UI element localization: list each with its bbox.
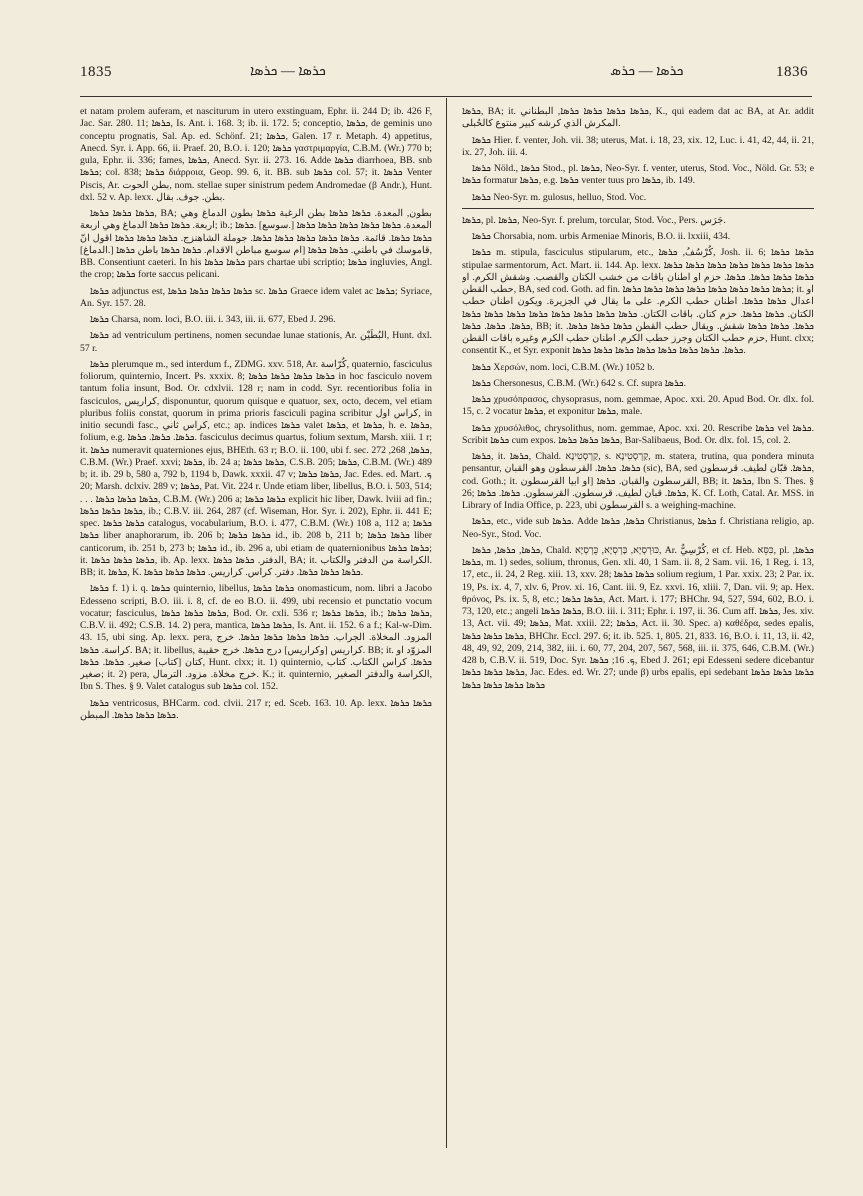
header-rule xyxy=(80,96,812,97)
dictionary-entry: ܟܪܣܐ, BA; it. ܟܪܣܐ ܟܪܣܐ ܟܪܣܐ ܟܪܣܐ, البطناني, K., qui eadem dat ac BA, at Ar. addit المكرش الذي كرشه كبير منتوع كالحُبلى. xyxy=(462,106,814,130)
dictionary-entry: ܟܪܣܐ ad ventriculum pertinens, nomen secundae lunae stationis, Ar. البُطَيْن, Hunt. dxl. 57 r. xyxy=(80,330,432,354)
dictionary-entry: ܟܪܣܐ adjunctus est, ܟܪܣܐ ܟܪܣܐ ܟܪܣܐ ܟܪܣܐ sc. ܟܪܣܐ Graece idem valet ac ܟܪܣܐ; Syriace, An. Syr. 157. 28. xyxy=(80,285,432,309)
dictionary-entry: ܟܪܣܐ, etc., vide sub ܟܪܣܐ. Adde ܟܪܣܐ, ܟܪܣܐ Christianus, ܟܪܣܐ f. Christiana religio, ap. Neo-Syr., Stod. Voc. xyxy=(462,516,814,540)
right-column xyxy=(462,106,814,1148)
dictionary-entry: ܟܪܣܐ ventricosus, BHCarm. cod. clvii. 217 r; ed. Sceb. 163. 10. Ap. lexx. ܟܪܣܐ ܟܪܣܐ ܟܪܣܐ ܟܪܣܐ ܟܪܣܐ. المبطن. xyxy=(80,697,432,721)
right-column-top xyxy=(462,106,814,204)
dictionary-entry: ܟܪܣܐ, ܟܪܣܐ, ܟܪܣܐ, Chald. כּוּרְסְיָא, כָּרְסְיָא, כֻּרְסְיָא, Ar. كُرْسِيٌّ, et cf. Heb. כִּסֵּא, pl. ܟܪܣܐ, ܟܪܣܐ, m. 1) sedes, solium, thronus, Gen. xli. 40, 1 Sam. ii. 8, 2 Sam. vii. 16, 1 Reg. i. 13, 17, etc., ii. 24, 2 Reg. xiii. 13, xxv. 28; ܟܪܣܐ ܟܪܣܐ solium regium, 1 Par. xxix. 23; 2 Par. ix. 19, Ps. ix. 4, 7, xlv. 6, Prov. xi. 16, Cant. iii. 9, Ez. xxvi. 16, xliii. 7, Dan. vii. 9; ap. Hex. θρόνος, Ps. ix. 5, 8, etc.; ܟܪܣܐ ܟܪܣܐ, Act. Mart. i. 177; BHChr. 94, 527, 594, 602, B.O. i. 73, 120, etc.; angeli ܟܪܣܐ ܟܪܣܐ, B.O. iii. i. 311; Ephr. i. 197, ii. 36. Cum aff. ܟܪܣܐ, Jes. xiv. 13, Act. vii. 49; ܟܪܣܐ, Mat. xxiii. 22; ܟܪܣܐ, Act. ii. 30. Spec. a) καθέδρα, sedes epalis, ܟܪܣܐ ܟܪܣܐ ܟܪܣܐ, BHChr. Eccl. 297. 6; it. ib. 525. 1, 805. 21, 833. 16, B.O. i. 11, 13, ii. 42, 48, 49, 92, 209, 214, 382, iii. i. 60, 77, 204, 207, 567, 568, iii. ii. 375, 646, C.B.M. (Wr.) 428 b, C.B.V. ii. 519, Doc. Syr. ܟ. 16; ܟܪܣܐ, Ebed J. 261; epi Edesseni sedere dicebantur ܟܪܣܐ ܟܪܣܐ ܟܪܣܐ, Jac. Edes. ed. Wr. 27; unde β) urbs epalis, epi sedebant ܟܪܣܐ ܟܪܣܐ ܟܪܣܐ ܟܪܣܐ ܟܪܣܐ ܟܪܣܐ ܟܪܣܐ xyxy=(462,544,814,691)
dictionary-entry: ܟܪܣܐ Charsa, nom. loci, B.O. iii. i. 343, iii. ii. 677, Ebed J. 296. xyxy=(90,314,336,325)
dictionary-entry: ܟܪܣܐ χρυσόπρασος, chysoprasus, nom. gemmae, Apoc. xxi. 20. Apud Bod. Or. dlx. fol. 15, c. 2 vocatur ܟܪܣܐ, et exponitur ܟܪܣܐ, male. xyxy=(462,394,814,418)
left-page-number: 1835 xyxy=(80,64,112,80)
right-page-number: 1836 xyxy=(776,64,808,80)
dictionary-entry: ܟܪܣܐ Neo-Syr. m. gulosus, helluo, Stod. Voc. xyxy=(472,191,647,203)
dictionary-entry: ܟܪܣܐ m. stipula, fasciculus stipularum, etc., كُرْسُفُ, ܟܪܣܐ, Josh. ii. 6; ܟܪܣܐ ܟܪܣܐ stipulae sarmentorum, Act. Mart. ii. 144. Ap. lexx. ܟܪܣܐ ܟܪܣܐ ܟܪܣܐ ܟܪܣܐ ܟܪܣܐ ܟܪܣܐ ܟܪܣܐ ܟܪܣܐ ܟܪܣܐ ܟܪܣܐ. ܟܪܣܐ. حزم او اطنان باقات من خشب الكتان والقصب. وشقش الكرم. او حطب القطن, BA, sed cod. Goth. ad fin. ܟܪܣܐ ܟܪܣܐ ܟܪܣܐ ܟܪܣܐ ܟܪܣܐ ܟܪܣܐ ܟܪܣܐ ܟܪܣܐ; it. او اعدال ܟܪܣܐ ܟܪܣܐ. اطنان حطب الكرم. على ما يقال في الجزيرة. ويكون اطنان حطب الكتان. ܟܪܣܐ ܟܪܣܐ. حزم كتان. باقات الكتان. ܟܪܣܐ ܟܪܣܐ ܟܪܣܐ ܟܪܣܐ ܟܪܣܐ ܟܪܣܐ ܟܪܣܐ ܟܪܣܐ ܟܪܣܐ. ܟܪܣܐ. ܟܪܣܐ, BB; it. ܟܪܣܐ. ܟܪܣܐ ܟܪܣܐ شقش. ويقال حطب القطن ܟܪܣܐ ܟܪܣܐ ܟܪܣܐ. حزم حطب الكتان وجرز حطب الكرم. اطنان حطب الكرم وغيره باقات القطن, Hunt. clxx; consentit K., et Syr. exponit ܟܪܣܐ. ܟܪܣܐ ܟܪܣܐ ܟܪܣܐ ܟܪܣܐ ܟܪܣܐ ܟܪܣܐ ܟܪܣܐ. xyxy=(462,247,814,357)
dictionary-entry: ܟܪܣܐ, it. ܟܪܣܐ, Chald. קַרְסְטִינָא, s. קַרְסְטִינָא, m. statera, trutina, qua pondera minuta pensantur, ܟܪܣܐ. ܟܪܣܐ. القرسطون وهو القبان (sic), BA, sed ܟܪܣܐ. قبّان لطيف. قرسطون, cod. Goth.; it. القرسطون والقبان. ܟܪܣܐ [او ابيا القرسطون, BB; it. ܟܪܣܐ, Ibn S. Thes. § 26; ܟܪܣܐ. قبان لطيف. قرسطون. القرسطون. ܟܪܣܐ. ܟܪܣܐ, K. Cf. Loth, Catal. Ar. MSS. in Library of India Office, p. 223, ubi القرسطون s. a weighing-machine. xyxy=(462,451,814,511)
dictionary-entry: ܟܪܣܐ Hier. f. venter, Joh. vii. 38; uterus, Mat. i. 18, 23, xix. 12, Luc. i. 41, 42, 44, ii. 21, ix. 27, Joh. iii. 4. xyxy=(462,134,814,158)
right-running-title: ܟܪܣܐ — ܟܪܣ xyxy=(610,64,684,79)
page-header xyxy=(80,62,808,86)
left-running-title: ܟܪܣܐ — ܟܪܣܐ xyxy=(250,64,326,79)
dictionary-entry: ܟܪܣܐ Chorsabia, nom. urbis Armeniae Minoris, B.O. ii. lxxiii, 434. xyxy=(472,231,731,242)
entry-separator-rule xyxy=(462,208,814,209)
dictionary-entry: ܟܪܣܐ Χερσών, nom. loci, C.B.M. (Wr.) 1052 b. xyxy=(472,361,655,373)
dictionary-entry: ܟܪܣܐ, pl. ܟܪܣܐ, Neo-Syr. f. prelum, torcular, Stod. Voc., Pers. جَرَس. xyxy=(462,214,726,226)
dictionary-entry: ܟܪܣܐ plerumque m., sed interdum f., ZDMG. xxv. 518, Ar. كُرّاسة, quaternio, fasciculus foliorum, quinternio, Incert. Ps. xxxix. 8; ܟܪܣܐ ܟܪܣܐ ܟܪܣܐ ܟܪܣܐ in hoc fasciculo novem tantum folia insunt, Bod. Or. cdxlvii. 128 r; nam in codd. Syr. recentioribus folia in fasciculos, كراريس, disponuntur, quorum quisque e quatuor, sex, octo, decem, vel etiam pluribus foliis constat, quorum in prima prioris fasciculi pagina scribitur كراس اول, in initio secundi fasc., كراس ثاني, etc.; ap. indices ܟܪܣܐ valet ܟܪܣܐ, et ܟܪܣܐ, h. e. ܟܪܣܐ, folium, e.g. ܟܪܣܐ. ܟܪܣܐ. ܟܪܣܐ. fasciculus decimus quartus, folium sextum, Marsh. xiii. 1 r; it. ܟܪܣܐ numeravit quaterniones ejus, BHEth. 63 r; B.O. ii. 100, ubi f. sec. ܟܪܣܐ, 268, 272, C.B.M. (Wr.) Praef. xxvi; ܟܪܣܐ, ib. 24 a; ܟܪܣܐ ܟܪܣܐ, C.S.B. 205; ܟܪܣܐ, C.B.M. (Wr.) 489 b; it. ib. 29 b, 580 a, 792 b, 1194 b, Dawk. xxxii. 47 v; ܟܪܣܐ ܟܪܣܐ, Jac. Edes. ed. Mart. ܟ. 20; Marsh. dclxiv. 289 v; ܟܪܣܐ, Pat. Vit. 224 r. Unde etiam liber, libellus, B.O. i. 503, 514; . . . ܟܪܣܐ ܟܪܣܐ ܟܪܣܐ, C.B.M. (Wr.) 206 a; ܟܪܣܐ ܟܪܣܐ explicit hic liber, Dawk. lviii ad fin.; ܟܪܣܐ ܟܪܣܐ ܟܪܣܐ, ib.; C.B.V. iii. 264, 287 (cf. Wiseman, Hor. Syr. i. 202), Ephr. ii. 441 E; spec. ܟܪܣܐ ܟܪܣܐ catalogus, vocabularium, B.O. i. 477, C.B.M. (Wr.) 108 a, 112 a; ܟܪܣܐ ܟܪܣܐ liber anaphorarum, ib. 206 b; ܟܪܣܐ ܟܪܣܐ id., ib. 208 b, 211 b; ܟܪܣܐ ܟܪܣܐ liber canticorum, ib. 251 b, 273 b; ܟܪܣܐ id., ib. 296 a, ubi etiam de quaternionibus ܟܪܣܐ ܟܪܣܐ; it. ܟܪܣܐ ܟܪܣܐ ܟܪܣܐ, ib. Ap. lexx. الدفتر. ܟܪܣܐ ܟܪܣܐ, BA; it. الكراسة من الدفتر والكتاب. BB; it. ܟܪܣܐ, K. ܟܪܣܐ ܟܪܣܐ ܟܪܣܐ. دفتر. كراس. كراريس. ܟܪܣܐ ܟܪܣܐ ܟܪܣܐ. xyxy=(80,358,432,578)
dictionary-entry: ܟܪܣܐ f. 1) i. q. ܟܪܣܐ quinternio, libellus, ܟܪܣܐ ܟܪܣܐ onomasticum, nom. libri a Jacobo Edesseno scripti, B.O. iii. i. 8, cf. de eo B.O. ii. 499, ubi recensio et punctatio vocum vocatur; fasciculus, ܟܪܣܐ ܟܪܣܐ ܟܪܣܐ, Bod. Or. cxli. 536 r; ܟܪܣܐ ܟܪܣܐ, ib.; ܟܪܣܐ ܟܪܣܐ, C.B.V. ii. 492; C.S.B. 14. 2) pera, mantica, ܟܪܣܐ ܟܪܣܐ, Is. Ant. ii. 152. 6 a f.; Kal-w-Dim. 43. 15, ubi sing. Ap. lexx. pera, المزود. المخلاة. الجراب. ܟܪܣܐ ܟܪܣܐ ܟܪܣܐ ܟܪܣܐ. خرج كراسة. ܟܪܣܐ. BA; it. libellus, كراريس [وكراريس] درج ܟܪܣܐ. خرج حقيبة. BB; it. المزوّد او كتان [كتاب] صغير. ܟܪܣܐ. ܟܪܣܐ, Hunt. clxx; it. 1) quinternio, ܟܪܣܐ. كراس الكتاب. كتاب صغير; it. 2) pera, خرج مخلاة. مزود. الترمال. K.; it. quinternio, الكراسة والدفتر الصغير, Ibn S. Thes. § 9. Valet catalogus sub ܟܪܣܐ col. 152. xyxy=(80,583,432,693)
dictionary-entry: et natam prolem auferam, et nasciturum in utero exstinguam, Ephr. ii. 244 D; ib. 426 F, Jac. Sar. 280. 11; ܟܪܣܐ, Is. Ant. i. 168. 3; ib. ii. 172. 5; conceptio, ܟܪܣܐ, de geminis uno conceptu prognatis, Sal. Ap. ed. Schönf. 21; ܟܪܣܐ, Galen. 17 r. Metaph. 4) appetitus, Anecd. Syr. i. App. 66, ii. Praef. 20, B.O. i. 120; ܟܪܣܐ γαστριμαργία, C.B.M. (Wr.) 770 b; gula, Ephr. ii. 336; fames, ܟܪܣܐ, Anecd. Syr. ii. 273. 16. Adde ܟܪܣܐ diarrhoea, BB. snb ܟܪܣܐ; col. 838; ܟܪܣܐ διάρροια, Geop. 99. 6, it. BB. sub ܟܪܣܐ col. 57; it. ܟܪܣܐ Venter Piscis, Ar. بطن الحوت, nom. stellae super sinistrum pedem Andromedae (β Andr.), Hunt. dxl. 52 v. Ap. lexx. بطن. جوف. بقال. xyxy=(80,106,432,203)
dictionary-entry: ܟܪܣܐ ܟܪܣܐ ܟܪܣܐ, BA; بطون, المعدة. ܟܪܣܐ ܟܪܣܐ بطن الرغبة ܟܪܣܐ بطون الدماغ وهي اربعة. ܟܪܣܐ ܟܪܣܐ الدماغ وهي اربعة; ib.; المعدة. ܟܪܣܐ ܟܪܣܐ ܟܪܣܐ ܟܪܣܐ ܟܪܣܐ [.سوسع] .ܟܪܣܐ ܟܪܣܐ ܟܪܣܐ. قائمة. ܟܪܣܐ ܟܪܣܐ ܟܪܣܐ ܟܪܣܐ ܟܪܣܐ. جوملة الشاهنزج. ܟܪܣܐ ܟܪܣܐ ܟܪܣܐ اقول انّ قاموسك في باطني. ܟܪܣܐ ܟܪܣܐ [ام سوسع مباطن الاقدام. ܟܪܣܐ ܟܪܣܐ باطن ܟܪܣܐ [.الدماغ], BB. Consentiunt caeteri. In his ܟܪܣܐ ܟܪܣܐ pars chartae ubi scriptio; ܟܪܣܐ ingluvies, Angl. the crop; ܟܪܣܐ forte saccus pelicani. xyxy=(80,208,432,281)
dictionary-entry: ܟܪܣܐ Nöld., ܟܪܣܐ Stod., pl. ܟܪܣܐ, Neo-Syr. f. venter, uterus, Stod. Voc., Nöld. Gr. 53; e ܟܪܣܐ formatur ܟܪܣܐ, e.g. ܟܪܣܐ venter tuus pro ܟܪܣܐ, ib. 149. xyxy=(462,163,814,187)
dictionary-entry: ܟܪܣܐ Chersonesus, C.B.M. (Wr.) 642 s. Cf. supra ܟܪܣܐ. xyxy=(472,377,687,389)
column-divider xyxy=(446,98,447,1148)
left-column xyxy=(80,106,432,1148)
dictionary-entry: ܟܪܣܐ χρυσόλιθος, chrysolithus, nom. gemmae, Apoc. xxi. 20. Rescribe ܟܪܣܐ vel ܟܪܣܐ. Scribit ܟܪܣܐ cum expos. ܟܪܣܐ ܟܪܣܐ ܟܪܣܐ, Bar-Salibaeus, Bod. Or. dlx. fol. 15, col. 2. xyxy=(462,422,814,446)
right-column-bottom xyxy=(462,215,814,692)
